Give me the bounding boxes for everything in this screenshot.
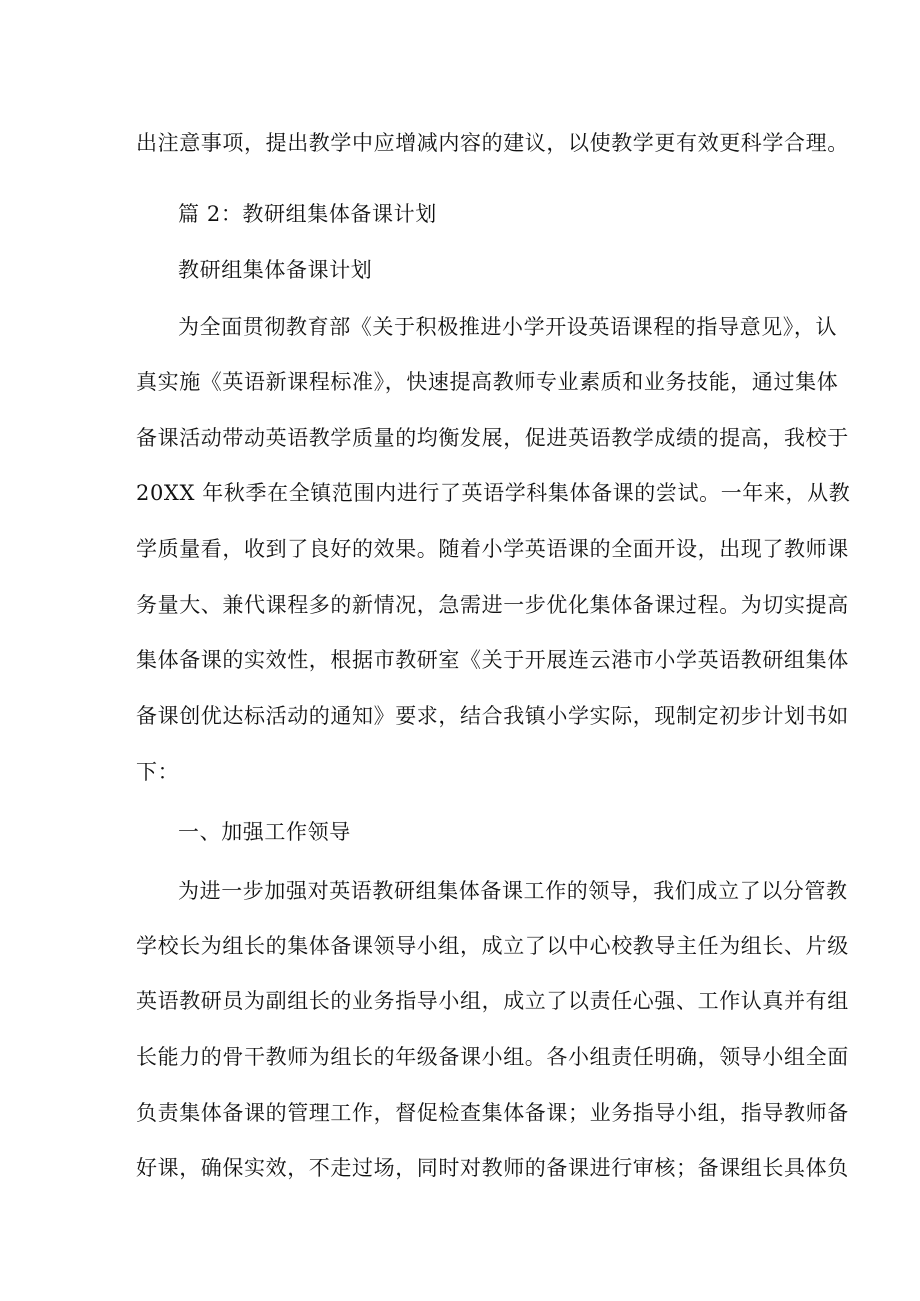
paragraph-line: 下： (136, 760, 180, 784)
paragraph-line: 务量大、兼代课程多的新情况，急需进一步优化集体备课过程。为切实提高 (136, 593, 849, 617)
document-title: 教研组集体备课计划 (178, 258, 373, 282)
paragraph-line: 为全面贯彻教育部《关于积极推进小学开设英语课程的指导意见》，认 (178, 315, 838, 339)
paragraph-line: 备课活动带动英语教学质量的均衡发展，促进英语教学成绩的提高，我校于 (136, 426, 849, 450)
paragraph-line: 为进一步加强对英语教研组集体备课工作的领导，我们成立了以分管教 (178, 879, 848, 903)
section-heading: 一、加强工作领导 (178, 820, 351, 844)
paragraph-line: 英语教研员为副组长的业务指导小组，成立了以责任心强、工作认真并有组 (136, 989, 849, 1013)
paragraph-line: 真实施《英语新课程标准》，快速提高教师专业素质和业务技能，通过集体 (136, 370, 839, 394)
paragraph-line: 20XX 年秋季在全镇范围内进行了英语学科集体备课的尝试。一年来，从教 (136, 481, 851, 505)
section-heading: 篇 2：教研组集体备课计划 (178, 202, 437, 226)
paragraph-line: 好课，确保实效，不走过场，同时对教师的备课进行审核；备课组长具体负 (136, 1156, 849, 1180)
text-line-continuation: 出注意事项，提出教学中应增减内容的建议，以使教学更有效更科学合理。 (136, 131, 849, 155)
paragraph-line: 学校长为组长的集体备课领导小组，成立了以中心校教导主任为组长、片级 (136, 934, 849, 958)
paragraph-line: 长能力的骨干教师为组长的年级备课小组。各小组责任明确，领导小组全面 (136, 1045, 849, 1069)
paragraph-line: 负责集体备课的管理工作，督促检查集体备课；业务指导小组，指导教师备 (136, 1101, 849, 1125)
paragraph-line: 学质量看，收到了良好的效果。随着小学英语课的全面开设，出现了教师课 (136, 537, 849, 561)
paragraph-line: 集体备课的实效性，根据市教研室《关于开展连云港市小学英语教研组集体 (136, 648, 849, 672)
paragraph-line: 备课创优达标活动的通知》要求，结合我镇小学实际，现制定初步计划书如 (136, 704, 849, 728)
